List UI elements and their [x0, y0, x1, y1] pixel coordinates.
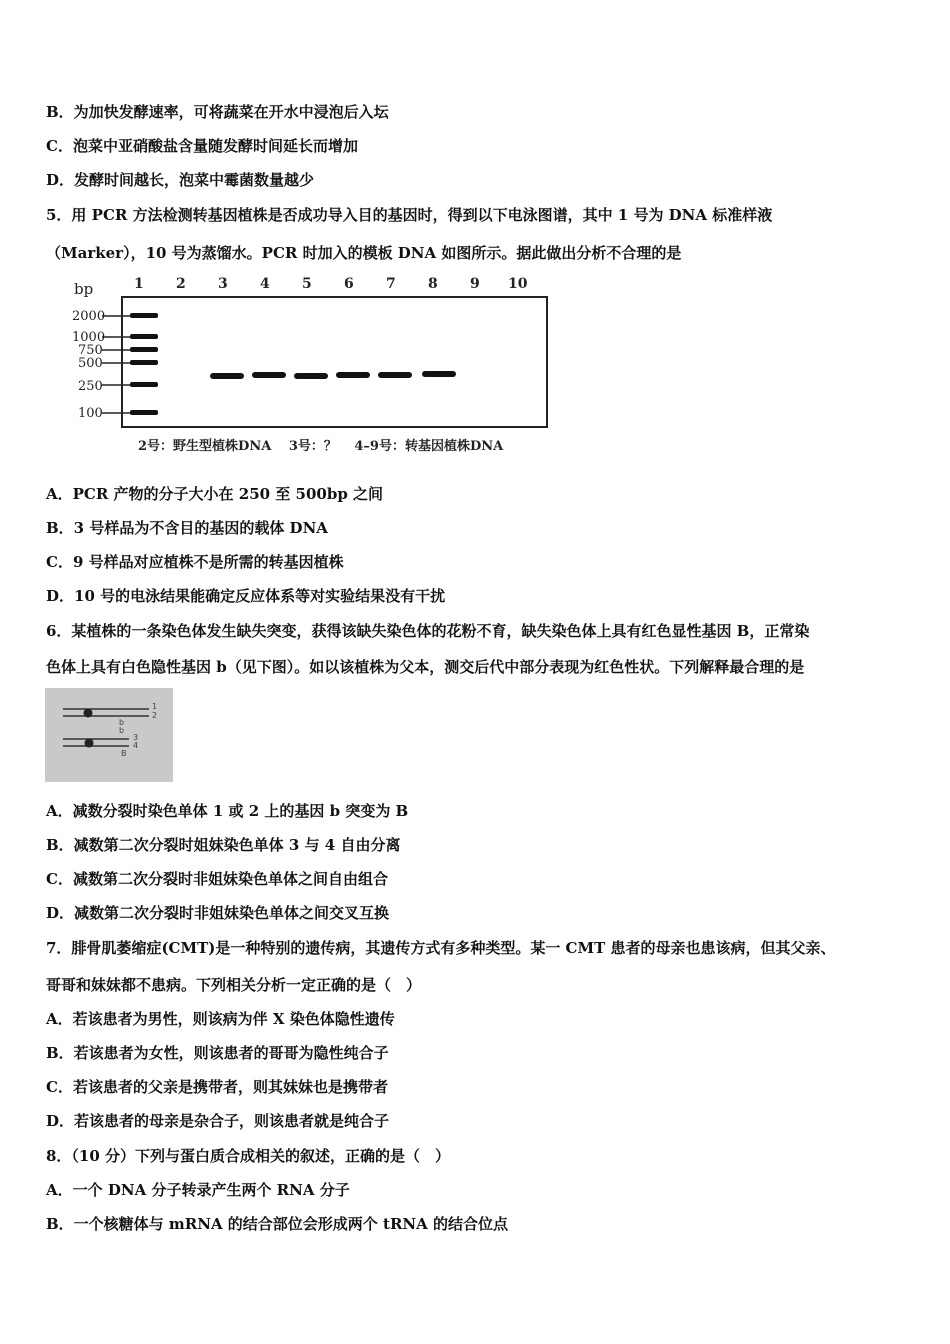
gel-caption: 2号：野生型植株DNA 3号：？ 4–9号：转基因植株DNA [138, 439, 504, 454]
q4-option-b: B．为加快发酵速率，可将蔬菜在开水中浸泡后入坛 [46, 103, 389, 121]
marker-band [130, 410, 158, 415]
centromere [85, 739, 94, 748]
q5-option-d: D．10 号的电泳结果能确定反应体系等对实验结果没有干扰 [46, 587, 446, 605]
q5-option-b: B．3 号样品为不含目的基因的载体 DNA [46, 519, 328, 537]
chromatid-label: 2 [152, 711, 158, 720]
gene-label: b [119, 718, 125, 727]
chromatid-label: 3 [133, 733, 139, 742]
q8-stem: 8．（10 分）下列与蛋白质合成相关的叙述，正确的是（ ） [46, 1147, 451, 1165]
marker-band [130, 313, 158, 318]
centromere [84, 709, 93, 718]
lane-label: 2 [176, 276, 186, 292]
lane-label: 8 [428, 276, 438, 292]
q7-option-b: B．若该患者为女性，则该患者的哥哥为隐性纯合子 [46, 1044, 389, 1062]
lane-label: 1 [134, 276, 144, 292]
lane-label: 5 [302, 276, 312, 292]
chromosome-figure [45, 688, 173, 782]
lane-label: 4 [260, 276, 270, 292]
q5-stem-line1: 5．用 PCR 方法检测转基因植株是否成功导入目的基因时，得到以下电泳图谱，其中 1 号为 DNA 标准样液 [46, 206, 773, 224]
lane-label: 6 [344, 276, 354, 292]
sample-band [378, 372, 412, 378]
q7-option-d: D．若该患者的母亲是杂合子，则该患者就是纯合子 [46, 1112, 390, 1130]
sample-band [422, 371, 456, 377]
q6-option-b: B．减数第二次分裂时姐妹染色单体 3 与 4 自由分离 [46, 836, 401, 854]
q5-stem-line2: （Marker），10 号为蒸馏水。PCR 时加入的模板 DNA 如图所示。据此做出分析不合理的是 [46, 244, 682, 262]
marker-band [130, 334, 158, 339]
marker-band [130, 382, 158, 387]
q7-stem-line1: 7．腓骨肌萎缩症(CMT)是一种特别的遗传病，其遗传方式有多种类型。某一 CMT 患者的母亲也患该病，但其父亲、 [46, 939, 836, 957]
q8-option-b: B．一个核糖体与 mRNA 的结合部位会形成两个 tRNA 的结合位点 [46, 1215, 508, 1233]
q6-option-d: D．减数第二次分裂时非姐妹染色单体之间交叉互换 [46, 904, 390, 922]
q5-option-a: A．PCR 产物的分子大小在 250 至 500bp 之间 [46, 485, 384, 503]
q7-option-c: C．若该患者的父亲是携带者，则其妹妹也是携带者 [46, 1078, 388, 1096]
q5-option-c: C．9 号样品对应植株不是所需的转基因植株 [46, 553, 344, 571]
marker-band [130, 347, 158, 352]
lane-label: 3 [218, 276, 228, 292]
lane-label: 7 [386, 276, 396, 292]
gel-unit-label: bp [74, 280, 94, 298]
marker-label: 750 [78, 343, 103, 358]
q6-option-c: C．减数第二次分裂时非姐妹染色单体之间自由组合 [46, 870, 388, 888]
sample-band [294, 373, 328, 379]
marker-label: 250 [78, 379, 103, 394]
q6-stem-line1: 6．某植株的一条染色体发生缺失突变，获得该缺失染色体的花粉不育，缺失染色体上具有红色显性基因 B，正常染 [46, 622, 810, 640]
gel-electrophoresis-figure [66, 270, 556, 460]
marker-label: 2000 [72, 309, 106, 324]
sample-band [252, 372, 286, 378]
chromatid-label: 1 [152, 702, 158, 711]
gene-label: B [121, 749, 127, 758]
marker-band [130, 360, 158, 365]
q6-stem-line2: 色体上具有白色隐性基因 b（见下图）。如以该植株为父本，测交后代中部分表现为红色性状。下列解释最合理的是 [46, 658, 805, 676]
q6-option-a: A．减数分裂时染色单体 1 或 2 上的基因 b 突变为 B [46, 802, 409, 820]
gene-label: b [119, 726, 125, 735]
lane-label: 10 [508, 276, 528, 292]
sample-band [336, 372, 370, 378]
q7-stem-line2: 哥哥和妹妹都不患病。下列相关分析一定正确的是（ ） [46, 976, 422, 994]
marker-label: 1000 [72, 330, 106, 345]
gel-frame [122, 297, 547, 427]
lane-label: 9 [470, 276, 480, 292]
marker-label: 500 [78, 356, 103, 371]
q8-option-a: A．一个 DNA 分子转录产生两个 RNA 分子 [46, 1181, 350, 1199]
q7-option-a: A．若该患者为男性，则该病为伴 X 染色体隐性遗传 [46, 1010, 395, 1028]
sample-band [210, 373, 244, 379]
marker-label: 100 [78, 406, 103, 421]
q4-option-c: C．泡菜中亚硝酸盐含量随发酵时间延长而增加 [46, 137, 358, 155]
chromatid-label: 4 [133, 741, 139, 750]
q4-option-d: D．发酵时间越长，泡菜中霉菌数量越少 [46, 171, 315, 189]
